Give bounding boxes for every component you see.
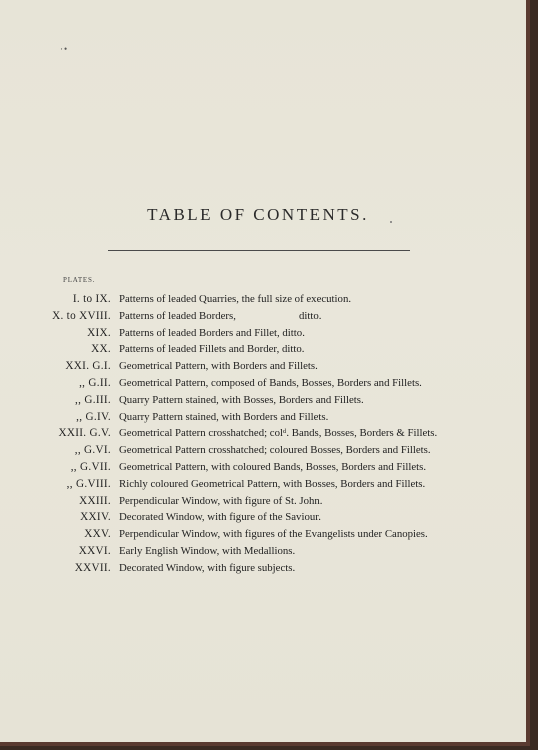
plate-description: Perpendicular Window, with figure of St. John. — [119, 494, 323, 507]
contents-row — [0, 526, 530, 543]
plate-description: Patterns of leaded Quarries, the full size of execution. — [119, 293, 352, 305]
contents-row — [0, 442, 530, 459]
plate-number: XIX. — [87, 326, 111, 339]
contents-row — [0, 375, 530, 392]
plate-description: Geometrical Pattern, with Borders and Fillets. — [119, 360, 318, 373]
plate-number: XXI. G.I. — [65, 360, 111, 373]
plate-description: Perpendicular Window, with figures of the Evangelists under Canopies. — [119, 528, 428, 541]
plate-number: XXIV. — [80, 511, 111, 524]
plate-description — [119, 308, 322, 325]
plate-description: Richly coloured Geometrical Pattern, with Bosses, Borders and Fillets. — [119, 477, 426, 490]
contents-list — [0, 291, 530, 577]
contents-row — [0, 341, 530, 358]
plate-number: XXV. — [84, 528, 111, 541]
contents-row — [0, 493, 530, 510]
contents-row — [0, 325, 530, 342]
contents-row — [0, 476, 530, 493]
contents-row — [0, 543, 530, 560]
contents-row — [0, 291, 530, 308]
contents-row — [0, 409, 530, 426]
contents-row — [0, 392, 530, 409]
ditto-mark: ditto. — [299, 309, 322, 322]
plate-number: I. to IX. — [72, 293, 111, 305]
contents-row — [0, 509, 530, 526]
plate-description-text: Patterns of leaded Borders, — [119, 309, 236, 322]
plate-description: Geometrical Pattern, with coloured Bands, Bosses, Borders and Fillets. — [119, 460, 427, 473]
title-rule — [108, 250, 410, 251]
plate-number: XXVI. — [78, 544, 111, 557]
plate-number: ,, G.VII. — [70, 460, 111, 473]
plate-number: ,, G.III. — [75, 393, 111, 406]
plate-description: Geometrical Pattern crosshatched; coloured Bosses, Borders and Fillets. — [119, 444, 431, 457]
plate-description: Quarry Pattern stained, with Borders and Fillets. — [119, 410, 329, 423]
plate-description: Patterns of leaded Borders and Fillet, ditto. — [119, 326, 305, 339]
plate-number: XX. — [91, 343, 111, 356]
paper-speck — [390, 221, 392, 223]
plate-number: XXVII. — [74, 561, 111, 574]
plate-description: Patterns of leaded Fillets and Border, ditto. — [119, 343, 305, 356]
plate-number: ,, G.VIII. — [66, 477, 111, 490]
plate-description: Early English Window, with Medallions. — [119, 544, 296, 557]
plate-description: Quarry Pattern stained, with Bosses, Borders and Fillets. — [119, 393, 364, 406]
contents-row — [0, 358, 530, 375]
plate-number: ,, G.VI. — [74, 444, 111, 457]
plate-number: ,, G.IV. — [76, 410, 111, 423]
plate-number: X. to XVIII. — [52, 309, 111, 322]
contents-row — [0, 308, 530, 325]
contents-row — [0, 560, 530, 577]
contents-row — [0, 459, 530, 476]
plate-description: Geometrical Pattern, composed of Bands, Bosses, Borders and Fillets. — [119, 376, 422, 389]
plate-number: XXIII. — [79, 494, 111, 507]
plate-description: Decorated Window, with figure subjects. — [119, 561, 296, 574]
plate-number: XXII. G.V. — [58, 427, 111, 440]
plates-label: PLATES. — [63, 276, 96, 284]
page-mark: ·• — [60, 44, 69, 54]
plate-description: Decorated Window, with figure of the Saviour. — [119, 511, 321, 524]
plate-description: Geometrical Pattern crosshatched; colᵈ. Bands, Bosses, Borders & Fillets. — [119, 427, 438, 440]
page-title: TABLE OF CONTENTS. — [147, 205, 369, 224]
plate-number: ,, G.II. — [79, 376, 111, 389]
contents-row — [0, 425, 530, 442]
